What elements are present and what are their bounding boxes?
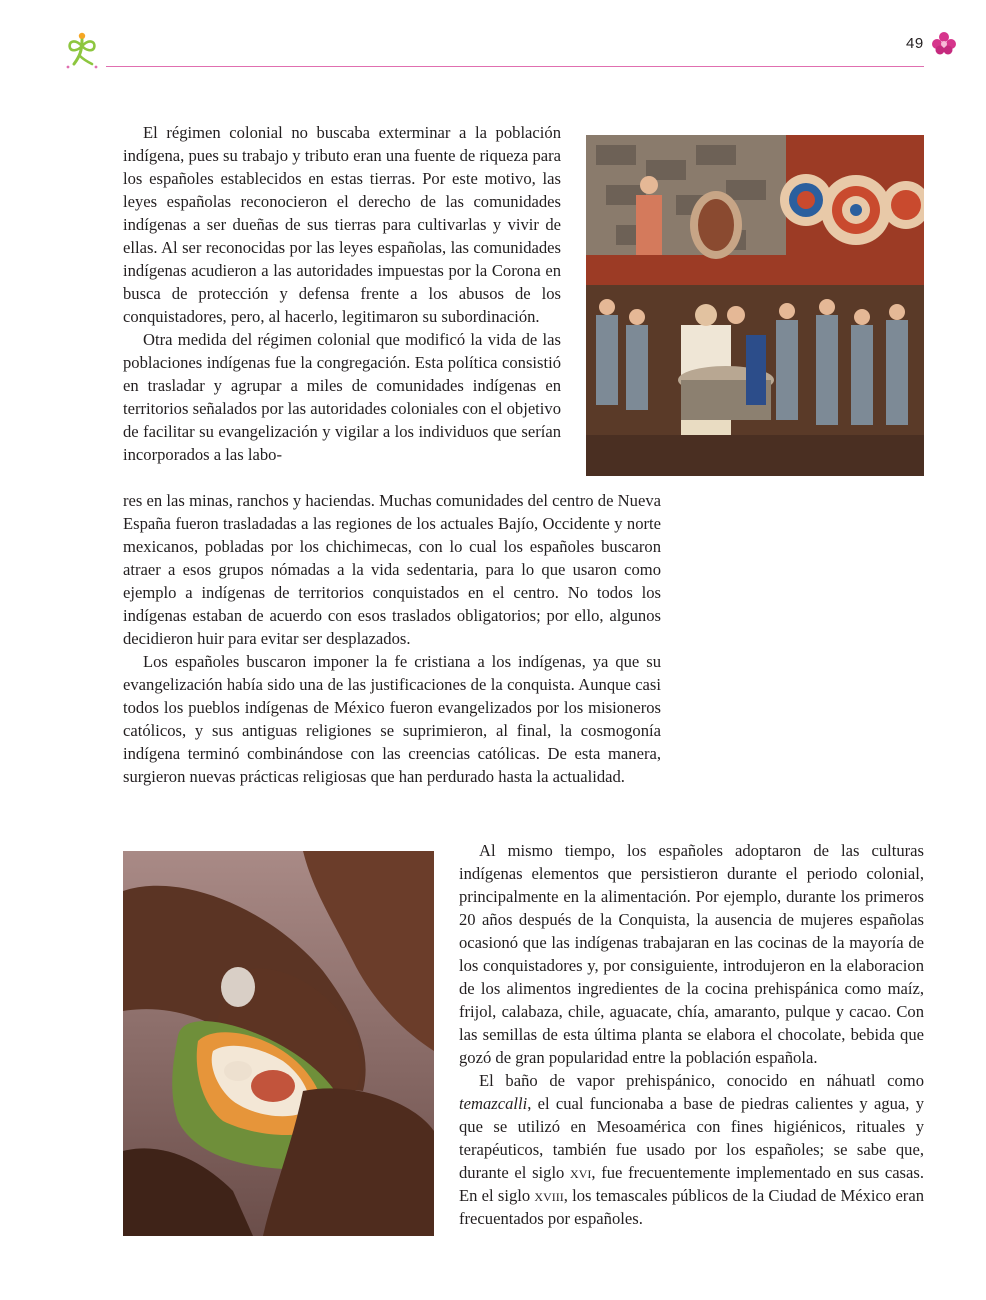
- temazcalli-ending: , los temascales públicos de la Ciudad de México eran frecuentados por españoles.: [459, 1186, 924, 1228]
- paragraph-food-adoption: Al mismo tiempo, los españoles adoptaron de las culturas indígenas elementos que persistieron durante el periodo colonial, principalmente en la alimentación. Por ejemplo, durante los primeros 20 años después de la Conquista, la ausencia de mujeres españolas ocasionó que las indígenas trabajaran en las cocinas de la mayoría de los conquistadores y, por consiguiente, introdujeron en la elaboracion de los alimentos ingredientes de la cocina prehispánica como maíz, frijol, calabaza, chile, aguacate, chía, amaranto, pulque y cacao. Con las semillas de esta última planta se elabora el chocolate, bebida que gozó de gran popularidad entre la población española.: [459, 841, 924, 1067]
- sprout-figure-icon: [60, 30, 104, 74]
- paragraph-congregation-continued: res en las minas, ranchos y haciendas. Muchas comunidades del centro de Nueva España fueron trasladadas a las regiones de los actuales Bajío, Occidente y norte mexicanos, pobladas por los chichimecas, con lo cual los españoles buscaron atraer a esos grupos nómadas a la vida sedentaria, para lo que usaron como ejemplo a indígenas de territorios conquistados en el centro. No todos los indígenas estaban de acuerdo con esos traslados obligatorios; por ello, algunos decidieron huir para evitar ser desplazados.: [123, 491, 661, 648]
- paragraph-congregation-start: Otra medida del régimen colonial que modificó la vida de las poblaciones indígenas fue la congregación. Esta política consistió en trasladar y agrupar a miles de comunidades indígenas en territorios señalados por las autoridades coloniales con el objetivo de facilitar su evangelización y vigilar a los individuos que serían incorporados a las labo-: [123, 330, 561, 464]
- century-eighteen: xviii: [534, 1186, 564, 1205]
- temazcalli-intro: El baño de vapor prehispánico, conocido en náhuatl como: [479, 1071, 924, 1090]
- page-number: 49: [906, 35, 924, 52]
- paragraph-evangelization: Los españoles buscaron imponer la fe cristiana a los indígenas, ya que su evangelización había sido una de las justificaciones de la conquista. Aunque casi todos los pueblos indígenas de México fueron evangelizados por los misioneros católicos, y sus antiguas religiones se suprimieron, al final, la cosmogonía indígena terminó combinándose con las creencias católicas. De esta manera, surgieron nuevas prácticas religiosas que han perdurado hasta la actualidad.: [123, 652, 661, 786]
- paragraph-temazcalli: [459, 1069, 924, 1230]
- pink-flower-icon: [930, 30, 958, 56]
- header-rule: [106, 66, 924, 67]
- temazcalli-term: temazcalli: [459, 1094, 528, 1113]
- cacao-pod-hands-photo: [123, 851, 434, 1236]
- colonial-baptism-painting: [586, 135, 924, 476]
- paragraph-colonial-regime: El régimen colonial no buscaba exterminar a la población indígena, pues su trabajo y tributo eran una fuente de riqueza para los españoles establecidos en estas tierras. Por este motivo, las leyes españolas reconocieron el derecho de las comunidades indígenas a ser dueñas de sus tierras para cultivarlas y vivir de ellas. Al ser reconocidas por las leyes españolas, las comunidades indígenas acudieron a las autoridades impuestas por la Corona en busca de protección y defensa frente a los abusos de los conquistadores, pero, al hacerlo, legitimaron su subordinación.: [123, 123, 561, 326]
- temazcalli-continuation: , fue frecuentemente implementado en sus casas. En el siglo: [459, 1163, 924, 1205]
- temazcalli-description: , el cual funcionaba a base de piedras calientes y agua, y que se utilizó en Mesoamérica con fines higiénicos, rituales y terapéuticos, también fue usado por los españoles; se sabe que, durante el siglo: [459, 1094, 924, 1182]
- text-column-lower: [459, 839, 924, 1230]
- century-sixteen: xvi: [570, 1163, 592, 1182]
- text-column-middle: [123, 489, 661, 788]
- text-column-upper: [123, 121, 561, 466]
